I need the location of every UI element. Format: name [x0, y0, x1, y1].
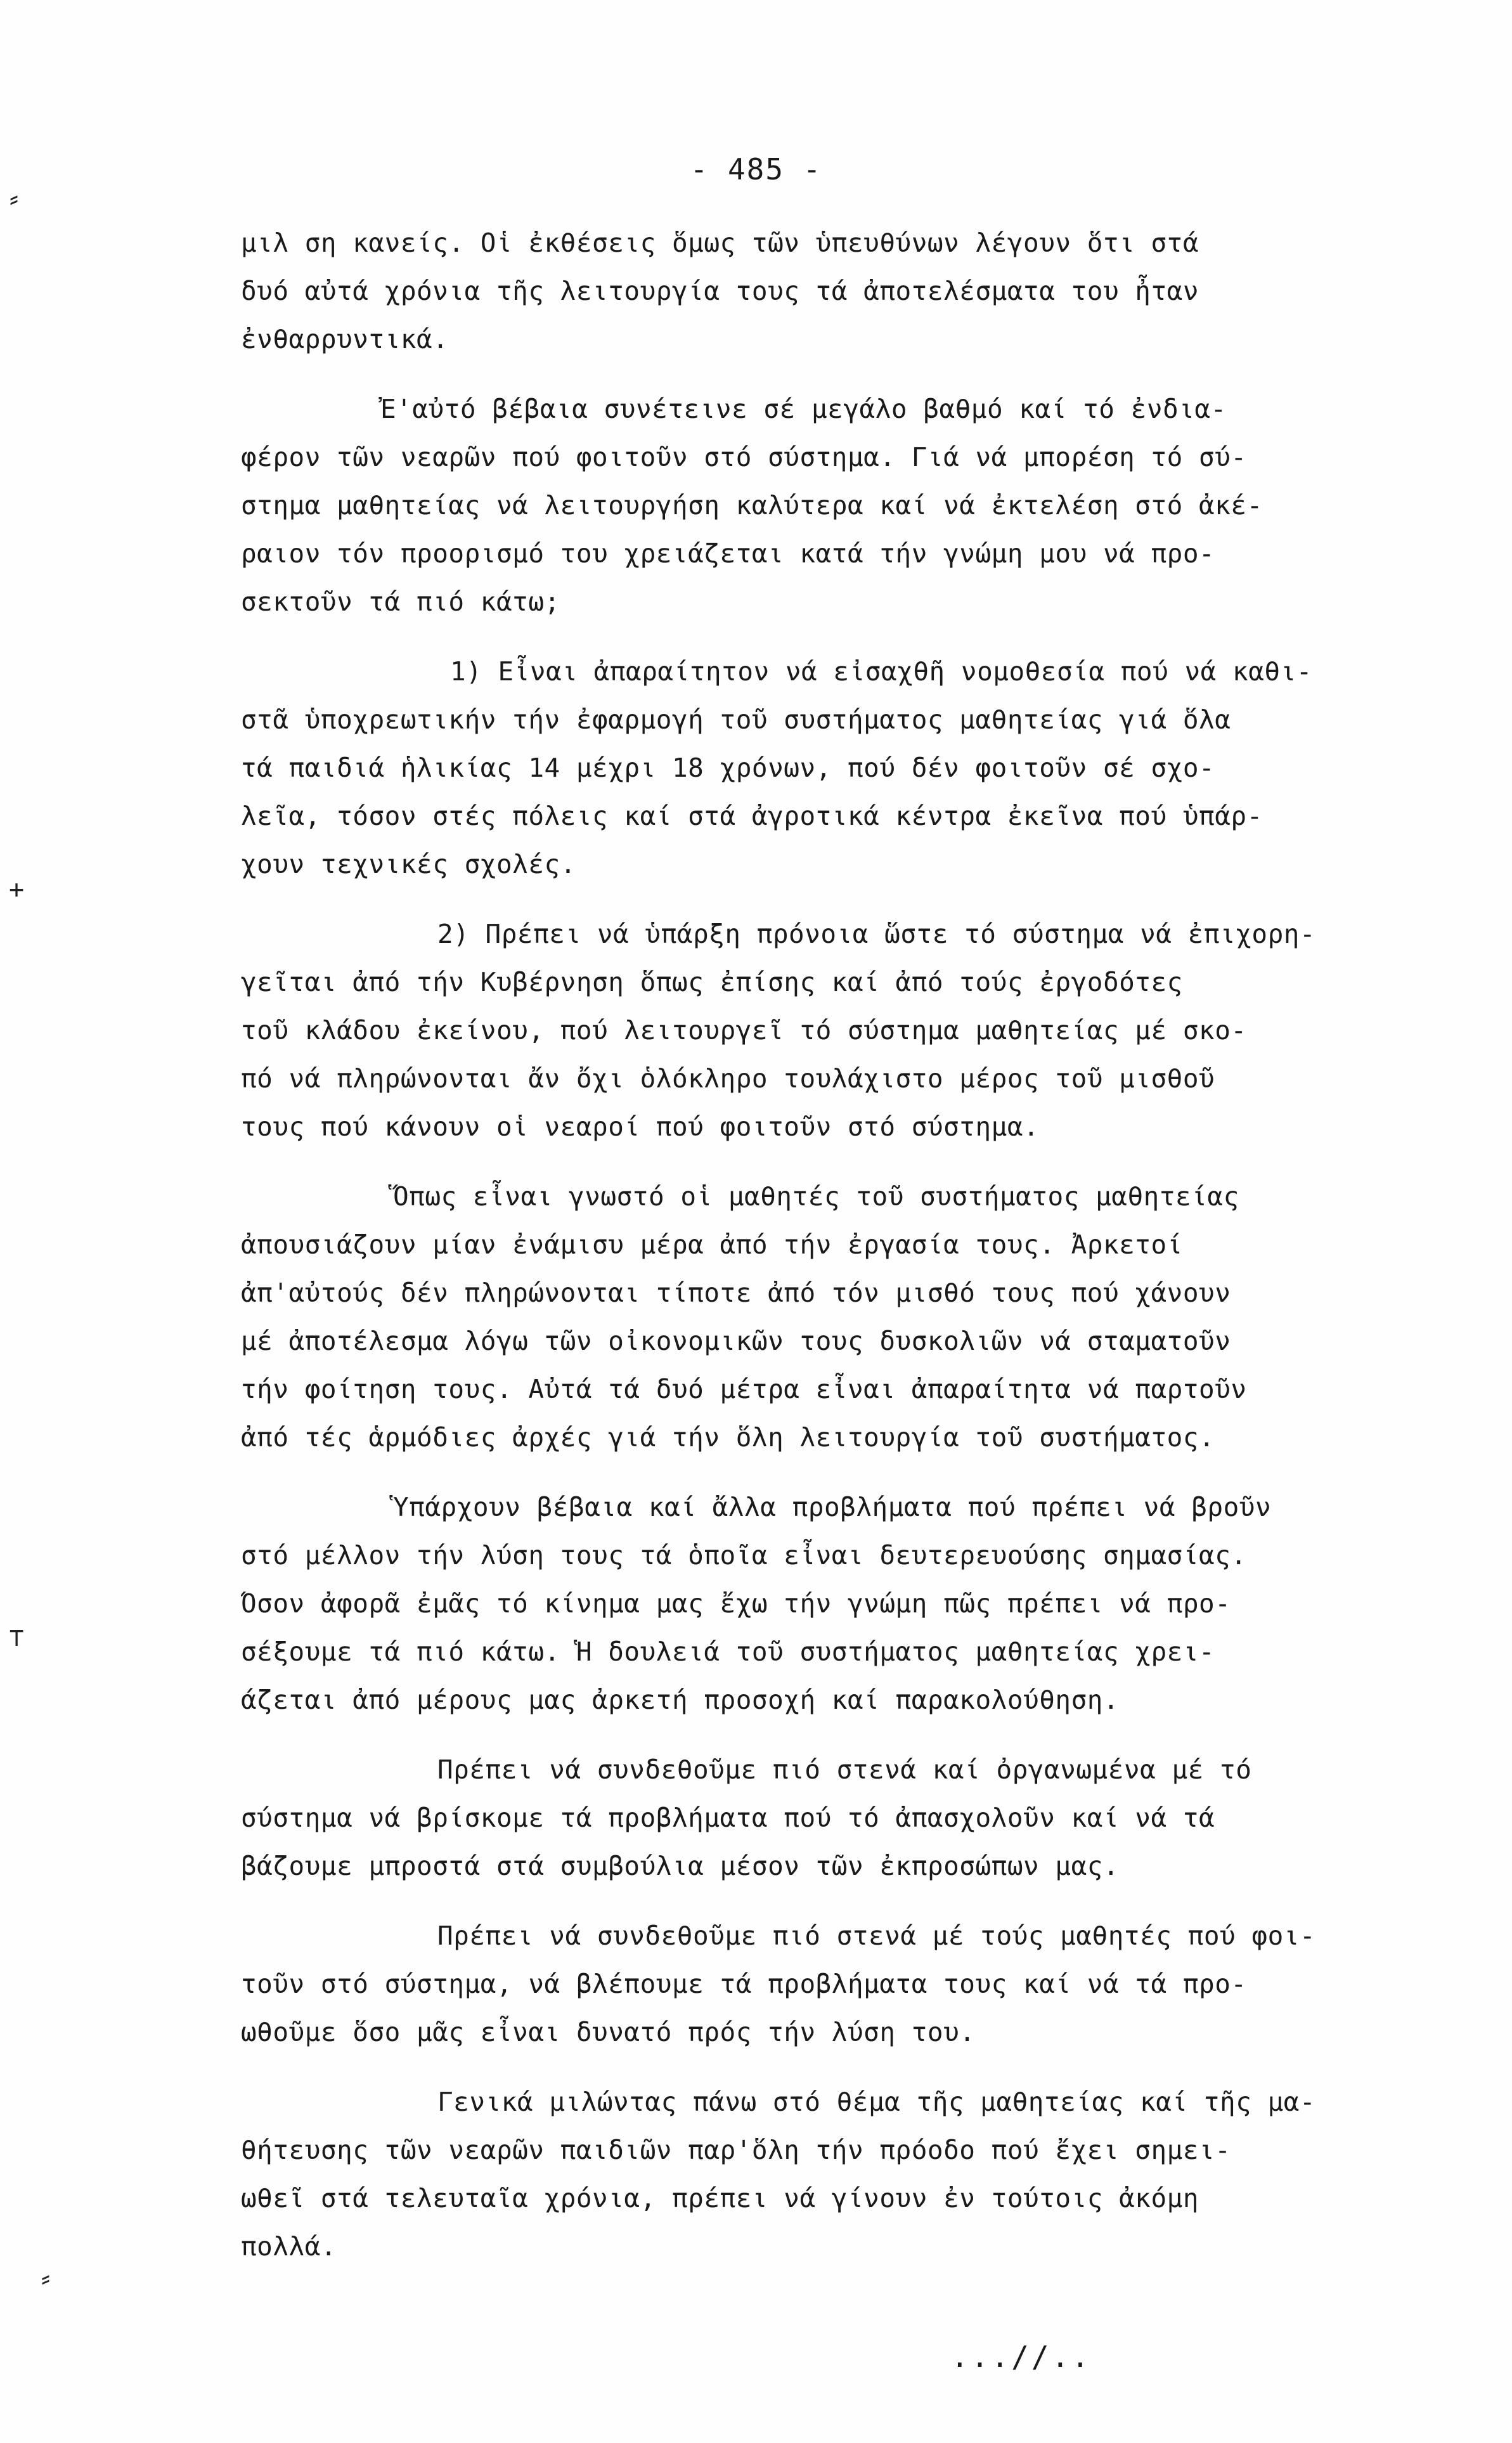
text-line: ωθοῦμε ὅσο μᾶς εἶναι δυνατό πρός τήν λύση του.	[241, 2017, 976, 2047]
text-line: Πρέπει νά συνδεθοῦμε πιό στενά καί ὀργανωμένα μέ τό	[437, 1754, 1252, 1785]
text-line: 1) Εἶναι ἀπαραίτητον νά εἰσαχθῆ νομοθεσία πού νά καθι-	[450, 656, 1312, 687]
text-line: στημα μαθητείας νά λειτουργήση καλύτερα καί νά ἐκτελέση στό ἀκέ-	[241, 490, 1263, 521]
text-line: σέξουμε τά πιό κάτω. Ἡ δουλειά τοῦ συστήματος μαθητείας χρει-	[241, 1636, 1215, 1667]
margin-mark: ⸗	[6, 184, 22, 213]
text-line: μέ ἀποτέλεσμα λόγω τῶν οἰκονομικῶν τους δυσκολιῶν νά σταματοῦν	[241, 1326, 1231, 1356]
text-line: Ὑπάρχουν βέβαια καί ἄλλα προβλήματα πού πρέπει νά βροῦν	[393, 1492, 1272, 1522]
continuation-mark: ...//..	[951, 2340, 1092, 2374]
text-line: ἀπουσιάζουν μίαν ἐνάμισυ μέρα ἀπό τήν ἐργασία τους. Ἀρκετοί	[241, 1229, 1183, 1260]
text-line: 2) Πρέπει νά ὑπάρξη πρόνοια ὥστε τό σύστημα νά ἐπιχορη-	[437, 919, 1316, 949]
text-line: στᾶ ὑποχρεωτικήν τήν ἐφαρμογή τοῦ συστήματος μαθητείας γιά ὅλα	[241, 704, 1231, 735]
text-line: ἀπό τές ἁρμόδιες ἀρχές γιά τήν ὅλη λειτουργία τοῦ συστήματος.	[241, 1422, 1215, 1453]
text-line: χουν τεχνικές σχολές.	[241, 849, 576, 879]
text-line: πολλά.	[241, 2231, 337, 2262]
text-line: Πρέπει νά συνδεθοῦμε πιό στενά μέ τούς μαθητές πού φοι-	[437, 1921, 1316, 1951]
text-line: βάζουμε μπροστά στά συμβούλια μέσον τῶν ἐκπροσώπων μας.	[241, 1851, 1120, 1881]
text-line: πό νά πληρώνονται ἄν ὄχι ὁλόκληρο τουλάχιστο μέρος τοῦ μισθοῦ	[241, 1063, 1215, 1094]
text-line: Γενικά μιλώντας πάνω στό θέμα τῆς μαθητείας καί τῆς μα-	[437, 2087, 1316, 2117]
text-line: Ὅπως εἶναι γνωστό οἱ μαθητές τοῦ συστήματος μαθητείας	[393, 1181, 1239, 1212]
text-line: δυό αὐτά χρόνια τῆς λειτουργία τους τά ἀποτελέσματα του ἦταν	[241, 276, 1199, 306]
text-line: ωθεῖ στά τελευταῖα χρόνια, πρέπει νά γίνουν ἐν τούτοις ἀκόμη	[241, 2183, 1199, 2213]
margin-mark: +	[9, 875, 25, 904]
text-line: σεκτοῦν τά πιό κάτω;	[241, 586, 560, 617]
text-line: ἐνθαρρυντικά.	[241, 324, 449, 354]
text-line: τήν φοίτηση τους. Αὐτά τά δυό μέτρα εἶναι ἀπαραίτητα νά παρτοῦν	[241, 1374, 1247, 1404]
text-line: σύστημα νά βρίσκομε τά προβλήματα πού τό ἀπασχολοῦν καί νά τά	[241, 1803, 1215, 1833]
body-text	[241, 219, 1357, 2271]
text-line: τοῦ κλάδου ἐκείνου, πού λειτουργεῖ τό σύστημα μαθητείας μέ σκο-	[241, 1015, 1247, 1046]
text-line: φέρον τῶν νεαρῶν πού φοιτοῦν στό σύστημα. Γιά νά μπορέση τό σύ-	[241, 442, 1247, 472]
text-line: Ἐ'αὐτό βέβαια συνέτεινε σέ μεγάλο βαθμό καί τό ἐνδια-	[380, 394, 1227, 424]
text-line: γεῖται ἀπό τήν Κυβέρνηση ὅπως ἐπίσης καί ἀπό τούς ἐργοδότες	[241, 967, 1183, 997]
text-line: τά παιδιά ἡλικίας 14 μέχρι 18 χρόνων, πού δέν φοιτοῦν σέ σχο-	[241, 753, 1215, 783]
text-line: μιλ ση κανείς. Οἱ ἐκθέσεις ὅμως τῶν ὑπευθύνων λέγουν ὅτι στά	[241, 228, 1199, 258]
text-line: ραιον τόν προορισμό του χρειάζεται κατά τήν γνώμη μου νά προ-	[241, 538, 1215, 569]
text-line: τους πού κάνουν οἱ νεαροί πού φοιτοῦν στό σύστημα.	[241, 1111, 1040, 1142]
text-line: τοῦν στό σύστημα, νά βλέπουμε τά προβλήματα τους καί νά τά προ-	[241, 1969, 1247, 1999]
margin-mark: ⊤	[9, 1623, 25, 1652]
text-line: άζεται ἀπό μέρους μας ἀρκετή προσοχή καί παρακολούθηση.	[241, 1685, 1120, 1715]
text-line: στό μέλλον τήν λύση τους τά ὁποῖα εἶναι δευτερευούσης σημασίας.	[241, 1540, 1247, 1571]
margin-mark: ⸗	[38, 2264, 54, 2293]
text-line: Ὅσον ἀφορᾶ ἐμᾶς τό κίνημα μας ἔχω τήν γνώμη πῶς πρέπει νά προ-	[241, 1588, 1231, 1619]
page-number: - 485 -	[690, 152, 822, 186]
text-line: λεῖα, τόσον στές πόλεις καί στά ἀγροτικά κέντρα ἐκεῖνα πού ὑπάρ-	[241, 801, 1263, 831]
text-line: ἀπ'αὐτούς δέν πληρώνονται τίποτε ἀπό τόν μισθό τους πού χάνουν	[241, 1278, 1231, 1308]
text-line: θήτευσης τῶν νεαρῶν παιδιῶν παρ'ὅλη τήν πρόοδο πού ἔχει σημει-	[241, 2135, 1231, 2165]
